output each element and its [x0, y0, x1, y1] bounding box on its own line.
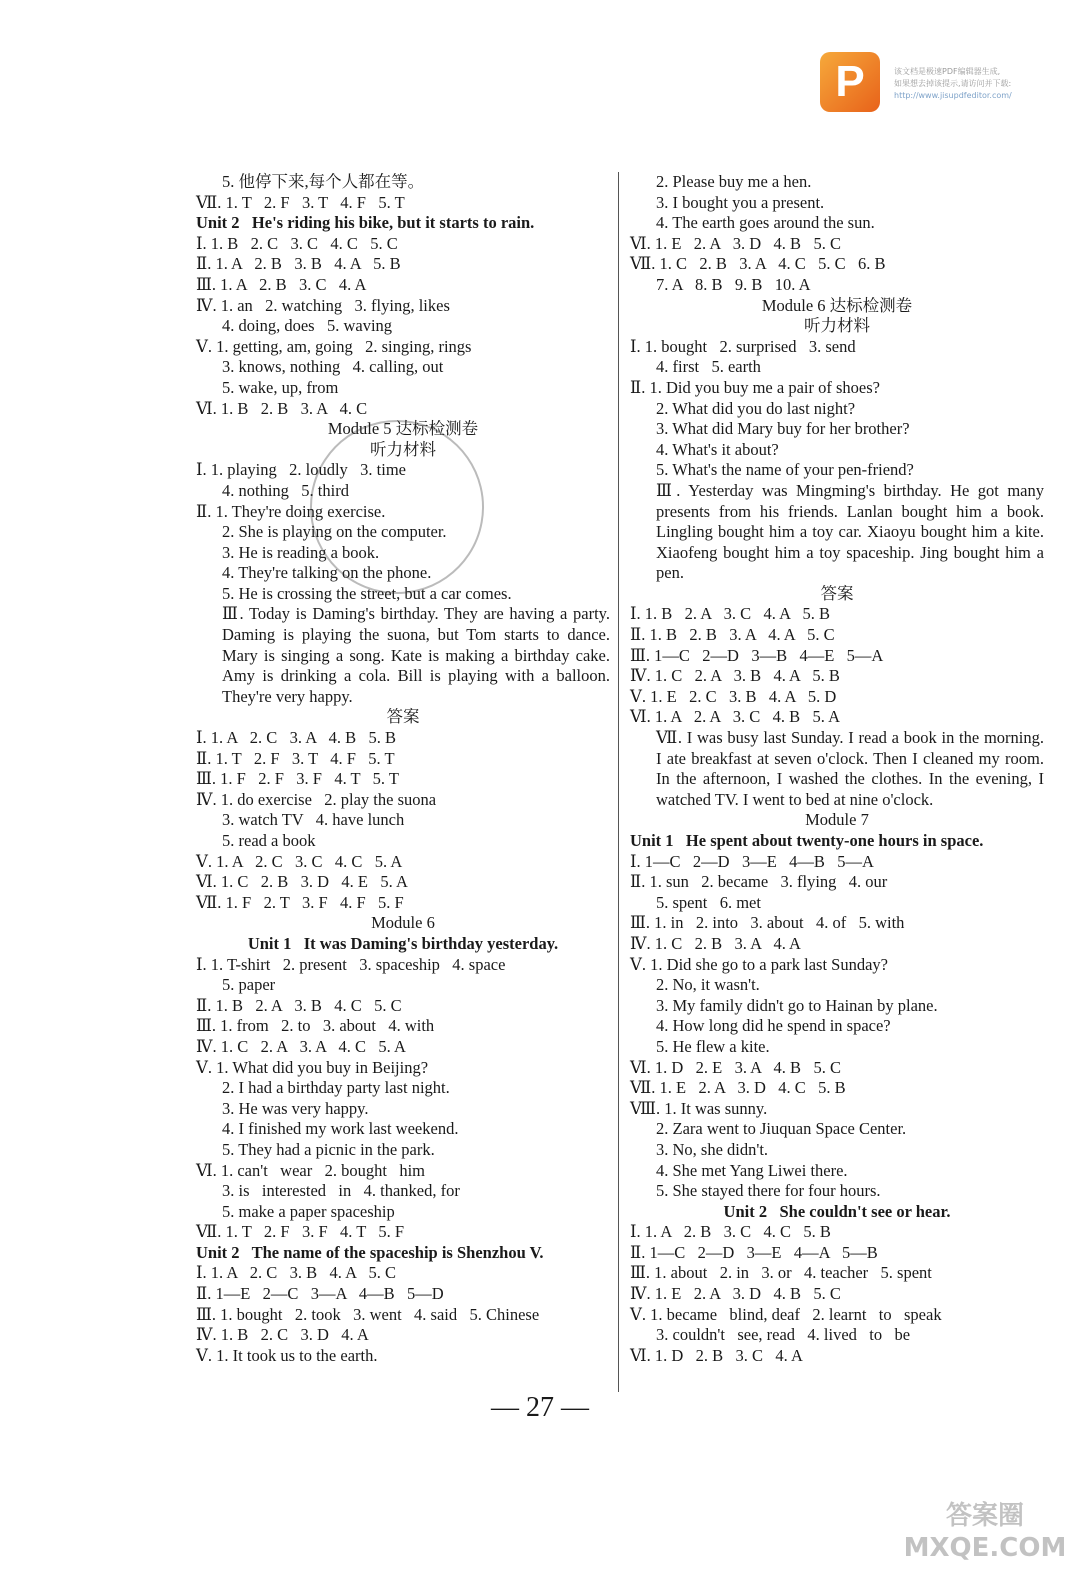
note-line-1: 该文档是极速PDF编辑器生成,	[894, 67, 1001, 76]
watermark-line-2: MXQE.COM	[903, 1533, 1067, 1563]
note-url[interactable]: http://www.jisupdfeditor.com/	[894, 91, 1012, 100]
answer-line: 2. She is playing on the computer.	[222, 522, 447, 542]
answer-line: 3. watch TV 4. have lunch	[222, 810, 405, 830]
watermark-line-1: 答案圈	[945, 1501, 1024, 1531]
answer-line: Module 5 达标检测卷	[327, 419, 479, 439]
logo-letter: P	[835, 57, 865, 106]
answer-line: Ⅱ. 1. B 2. B 3. A 4. A 5. C	[630, 625, 835, 645]
column-divider	[618, 172, 619, 1392]
answer-line: 2. I had a birthday party last night.	[222, 1078, 450, 1098]
answer-line: Ⅰ. 1. B 2. C 3. C 4. C 5. C	[196, 233, 398, 253]
answer-line: Ⅰ. 1. A 2. B 3. C 4. C 5. B	[630, 1222, 831, 1242]
answer-line: 5. What's the name of your pen-friend?	[656, 460, 914, 480]
answer-column-left	[196, 172, 610, 1366]
answer-line: Ⅶ. 1. E 2. A 3. D 4. C 5. B	[630, 1078, 846, 1098]
answer-line: Ⅲ. 1. about 2. in 3. or 4. teacher 5. spent	[630, 1263, 932, 1283]
answer-line: Ⅴ. 1. became blind, deaf 2. learnt to speak	[630, 1304, 942, 1324]
answer-line: Unit 1 He spent about twenty-one hours in space.	[630, 831, 984, 850]
answer-line: Ⅳ. 1. C 2. A 3. B 4. A 5. B	[630, 666, 840, 686]
answer-line: Ⅲ. 1. F 2. F 3. F 4. T 5. T	[196, 769, 399, 789]
answer-line: 4. How long did he spend in space?	[656, 1016, 891, 1036]
answer-line: 3. My family didn't go to Hainan by plane.	[656, 995, 938, 1015]
answer-line: Ⅴ. 1. getting, am, going 2. singing, rings	[196, 336, 472, 356]
answer-line: Ⅴ. 1. E 2. C 3. B 4. A 5. D	[630, 686, 837, 706]
answer-line: Ⅵ. 1. E 2. A 3. D 4. B 5. C	[630, 233, 841, 253]
answer-line: Ⅰ. 1. A 2. C 3. B 4. A 5. C	[196, 1263, 396, 1283]
answer-line: Ⅲ. 1. from 2. to 3. about 4. with	[196, 1016, 435, 1036]
answer-line: Ⅰ. 1—C 2—D 3—E 4—B 5—A	[630, 851, 874, 871]
answer-line: 听力材料	[370, 439, 436, 459]
answer-line: 5. make a paper spaceship	[222, 1201, 395, 1221]
answer-line: Module 6	[371, 913, 435, 933]
answer-line: Ⅵ. 1. can't wear 2. bought him	[196, 1160, 425, 1180]
answer-line: 5. He is crossing the street, but a car comes.	[222, 583, 512, 603]
answer-line: Ⅳ. 1. C 2. A 3. A 4. C 5. A	[196, 1036, 406, 1056]
answer-line: 4. She met Yang Liwei there.	[656, 1160, 848, 1180]
answer-line: Ⅵ. 1. D 2. E 3. A 4. B 5. C	[630, 1057, 841, 1077]
answer-line: 3. is interested in 4. thanked, for	[222, 1181, 460, 1201]
answer-line: 5. wake, up, from	[222, 377, 339, 397]
answer-line: 5. spent 6. met	[656, 892, 761, 912]
answer-column-right	[630, 172, 1044, 1366]
site-watermark	[900, 1500, 1070, 1570]
answer-line: 3. No, she didn't.	[656, 1139, 769, 1159]
answer-line: 5. paper	[222, 975, 276, 995]
answer-line: Unit 2 She couldn't see or hear.	[723, 1201, 951, 1221]
answer-line: Ⅱ. 1—C 2—D 3—E 4—A 5—B	[630, 1242, 878, 1262]
answer-line: 5. 他停下来,每个人都在等。	[222, 172, 425, 191]
answer-line: Ⅶ. 1. T 2. F 3. T 4. F 5. T	[196, 192, 405, 212]
answer-line: Ⅱ. 1. They're doing exercise.	[196, 501, 386, 521]
answer-line: Ⅱ. 1. Did you buy me a pair of shoes?	[630, 377, 880, 397]
answer-line: Ⅲ. Yesterday was Mingming's birthday. He got many presents from his friends. Lanlan bought him a book. Lingling bought him a toy car. Xiaoyu bought him a kite. Xiaofeng bought him a toy spaceship. Jing bought him a pen.	[656, 480, 1044, 583]
answer-line: Module 6 达标检测卷	[761, 295, 913, 315]
answer-line: 答案	[386, 707, 420, 727]
pdf-editor-logo	[820, 52, 880, 112]
answer-line: 4. nothing 5. third	[222, 480, 349, 500]
answer-line: Ⅴ. 1. What did you buy in Beijing?	[196, 1057, 429, 1077]
answer-line: Ⅰ. 1. A 2. C 3. A 4. B 5. B	[196, 728, 396, 748]
answer-line: Ⅳ. 1. an 2. watching 3. flying, likes	[196, 295, 450, 315]
answer-line: Ⅰ. 1. bought 2. surprised 3. send	[630, 336, 856, 356]
answer-line: Ⅱ. 1. B 2. A 3. B 4. C 5. C	[196, 995, 402, 1015]
answer-line: 4. doing, does 5. waving	[222, 316, 393, 336]
answer-line: Ⅴ. 1. Did she go to a park last Sunday?	[630, 954, 888, 974]
answer-line: Ⅱ. 1. A 2. B 3. B 4. A 5. B	[196, 254, 401, 274]
answer-line: Unit 1 It was Daming's birthday yesterday.	[247, 933, 559, 953]
answer-line: Ⅰ. 1. B 2. A 3. C 4. A 5. B	[630, 604, 830, 624]
answer-line: 2. Please buy me a hen.	[656, 172, 812, 191]
answer-line: 5. She stayed there for four hours.	[656, 1181, 881, 1201]
answer-line: 4. They're talking on the phone.	[222, 563, 432, 583]
answer-line: Ⅵ. 1. B 2. B 3. A 4. C	[196, 398, 368, 418]
answer-line: Ⅶ. 1. C 2. B 3. A 4. C 5. C 6. B	[630, 254, 886, 274]
answer-line: Ⅲ. 1. bought 2. took 3. went 4. said 5. Chinese	[196, 1304, 540, 1324]
answer-line: 3. What did Mary buy for her brother?	[656, 419, 910, 439]
answer-line: Ⅴ. 1. A 2. C 3. C 4. C 5. A	[196, 851, 403, 871]
answer-line: 2. Zara went to Jiuquan Space Center.	[656, 1119, 907, 1139]
answer-line: 2. No, it wasn't.	[656, 975, 760, 995]
answer-line: Ⅵ. 1. A 2. A 3. C 4. B 5. A	[630, 707, 841, 727]
answer-line: 4. first 5. earth	[656, 357, 761, 377]
answer-line: Ⅰ. 1. playing 2. loudly 3. time	[196, 460, 407, 480]
answer-line: Ⅳ. 1. B 2. C 3. D 4. A	[196, 1325, 369, 1345]
answer-line: Ⅱ. 1. T 2. F 3. T 4. F 5. T	[196, 748, 395, 768]
answer-line: Ⅲ. 1. A 2. B 3. C 4. A	[196, 274, 367, 294]
answer-line: Ⅲ. 1—C 2—D 3—B 4—E 5—A	[630, 645, 884, 665]
answer-line: Unit 2 He's riding his bike, but it starts to rain.	[196, 213, 535, 233]
answer-line: 3. He is reading a book.	[222, 542, 380, 562]
answer-line: 3. I bought you a present.	[656, 192, 825, 212]
answer-line: Ⅷ. 1. It was sunny.	[630, 1098, 768, 1118]
answer-line: 4. I finished my work last weekend.	[222, 1119, 459, 1139]
page-number: — 27 —	[491, 1392, 589, 1423]
answer-line: Ⅲ. 1. in 2. into 3. about 4. of 5. with	[630, 913, 905, 933]
answer-line: Unit 2 The name of the spaceship is Shenzhou V.	[196, 1242, 544, 1262]
answer-line: Ⅲ. Today is Daming's birthday. They are having a party. Daming is playing the suona, but Tom starts to dance. Mary is singing a song. Kate is making a birthday cake. Amy is drinking a cola. Bill is playing with a balloon. They're very happy.	[222, 604, 610, 706]
answer-line: 4. What's it about?	[656, 439, 779, 459]
answer-line: Ⅳ. 1. do exercise 2. play the suona	[196, 789, 437, 809]
answer-line: 听力材料	[804, 316, 870, 336]
answer-line: 7. A 8. B 9. B 10. A	[656, 274, 811, 294]
answer-line: Ⅶ. 1. T 2. F 3. F 4. T 5. F	[196, 1222, 405, 1242]
answer-line: Ⅳ. 1. E 2. A 3. D 4. B 5. C	[630, 1284, 841, 1304]
answer-line: 5. He flew a kite.	[656, 1036, 770, 1056]
answer-line: 3. couldn't see, read 4. lived to be	[656, 1325, 911, 1345]
answer-line: Ⅱ. 1—E 2—C 3—A 4—B 5—D	[196, 1284, 444, 1304]
answer-line: Module 7	[805, 810, 869, 830]
answer-line: Ⅴ. 1. It took us to the earth.	[196, 1345, 378, 1365]
answer-line: Ⅶ. 1. F 2. T 3. F 4. F 5. F	[196, 892, 404, 912]
answer-line: 2. What did you do last night?	[656, 398, 856, 418]
answer-line: Ⅳ. 1. C 2. B 3. A 4. A	[630, 933, 801, 953]
answer-line: 答案	[820, 583, 854, 603]
pdf-editor-note	[894, 66, 1074, 102]
answer-line: Ⅵ. 1. D 2. B 3. C 4. A	[630, 1345, 803, 1365]
answer-line: 3. He was very happy.	[222, 1098, 369, 1118]
answer-line: Ⅱ. 1. sun 2. became 3. flying 4. our	[630, 872, 888, 892]
answer-line: 4. The earth goes around the sun.	[656, 213, 875, 233]
answer-line: 5. They had a picnic in the park.	[222, 1139, 435, 1159]
answer-line: Ⅰ. 1. T-shirt 2. present 3. spaceship 4. space	[196, 954, 506, 974]
note-line-2: 如果想去掉该提示,请访问并下载:	[894, 79, 1012, 88]
answer-line: 5. read a book	[222, 831, 316, 850]
answer-line: Ⅶ. I was busy last Sunday. I read a book in the morning. I ate breakfast at seven o'clock. Then I cleaned my room. In the afternoon, I washed the clothes. In the evening, I watched TV. I went to bed at nine o'clock.	[656, 728, 1044, 809]
answer-line: Ⅵ. 1. C 2. B 3. D 4. E 5. A	[196, 872, 408, 892]
answer-line: 3. knows, nothing 4. calling, out	[222, 357, 444, 377]
